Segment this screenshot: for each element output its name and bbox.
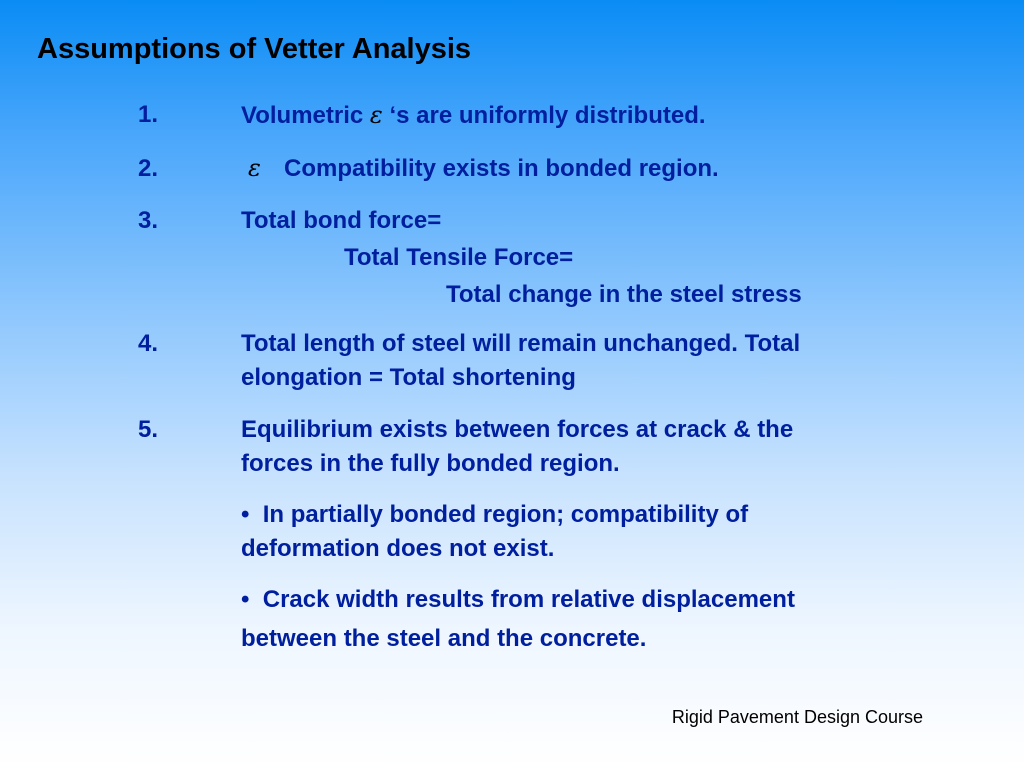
bullet-text: In partially bonded region; compatibility of bbox=[262, 501, 749, 528]
item-text: Compatibility exists in bonded region. bbox=[284, 155, 719, 182]
bullet-marker: • bbox=[241, 501, 250, 528]
item-line: elongation = Total shortening bbox=[241, 364, 576, 391]
item-text-after: ‘s are uniformly distributed. bbox=[389, 102, 706, 129]
bullet-line bbox=[241, 586, 795, 614]
item-text-before: Volumetric bbox=[241, 102, 364, 129]
item-line: Equilibrium exists between forces at crack & the bbox=[241, 416, 794, 443]
item-text bbox=[241, 101, 706, 130]
item-number: 2. bbox=[138, 155, 159, 182]
item-number: 1. bbox=[138, 101, 159, 128]
bullet-line: deformation does not exist. bbox=[241, 535, 555, 562]
bullet-marker: • bbox=[241, 586, 250, 613]
bullet-line bbox=[241, 501, 748, 529]
item-line: Total Tensile Force= bbox=[344, 244, 574, 271]
epsilon-symbol: ε bbox=[248, 154, 261, 182]
item-number: 5. bbox=[138, 416, 159, 443]
item-line: Total length of steel will remain unchanged. Total bbox=[241, 330, 801, 357]
epsilon-symbol: ε bbox=[369, 101, 383, 129]
bullet-line: between the steel and the concrete. bbox=[241, 625, 647, 652]
item-number: 4. bbox=[138, 330, 159, 357]
item-number: 3. bbox=[138, 207, 159, 234]
bullet-text: Crack width results from relative displacement bbox=[262, 586, 795, 613]
footer-course-name: Rigid Pavement Design Course bbox=[671, 707, 923, 727]
item-line: forces in the fully bonded region. bbox=[241, 450, 620, 477]
item-line: Total bond force= bbox=[241, 207, 442, 234]
item-line: Total change in the steel stress bbox=[446, 281, 802, 308]
slide-title: Assumptions of Vetter Analysis bbox=[37, 33, 472, 65]
